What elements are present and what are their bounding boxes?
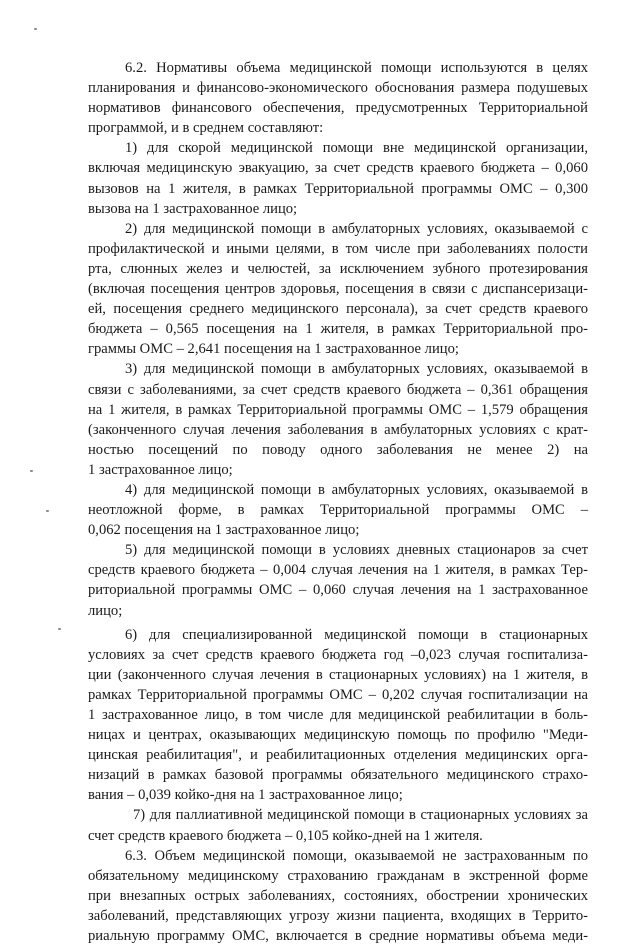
text-line: лицо; [88,602,123,619]
text-line: неотложной форме, в рамках Территориальной программы ОМС – [88,502,588,519]
text-line: риториальной программы ОМС – 0,060 случая лечения на 1 застрахованное [88,582,588,599]
list-item-7 [88,805,588,845]
text-line: условиях за счет средств краевого бюджета год –0,023 случая госпитализа- [88,646,588,663]
list-item-1 [88,138,588,218]
text-line: связи с заболеваниями, за счет средств краевого бюджета – 0,361 обращения [88,381,588,398]
text-line: цинская реабилитация", и реабилитационных отделения медицинских орга- [88,747,588,764]
text-line: 2) для медицинской помощи в амбулаторных условиях, оказываемой с [125,220,588,237]
text-line: 1 застрахованное лицо; [88,461,233,478]
list-item-2 [88,219,588,360]
text-line: ции (законченного случая лечения в стационарных условиях) на 1 жителя, в [88,666,588,683]
text-line: обязательному медицинскому страхованию гражданам в экстренной форме [88,867,588,884]
scan-speck [58,628,61,630]
text-line: 6.3. Объем медицинской помощи, оказываемой не застрахованным по [125,847,588,864]
text-line: на 1 жителя, в рамках Территориальной программы ОМС – 1,579 обращения [88,401,588,418]
text-line: бюджета – 0,565 посещения на 1 жителя, в рамках Территориальной про- [88,321,588,338]
text-line: ностью посещений по поводу одного заболевания не менее 2) на [88,441,588,458]
text-line: 4) для медицинской помощи в амбулаторных условиях, оказываемой в [125,481,588,498]
text-line: счет средств краевого бюджета – 0,105 койко-дней на 1 жителя. [88,827,483,844]
text-line: (законченного случая лечения заболевания в амбулаторных условиях с крат- [88,421,588,438]
text-line: риальную программу ОМС, включается в средние нормативы объема меди- [88,928,588,945]
scan-speck [34,28,37,30]
text-line: при внезапных острых заболеваниях, состояниях, обострении хронических [88,887,588,904]
text-line: 6.2. Нормативы объема медицинской помощи используются в целях [125,60,588,76]
list-item-5 [88,540,588,620]
text-line: включая медицинскую эвакуацию, за счет средств краевого бюджета – 0,060 [88,160,588,177]
text-line: вызовов на 1 жителя, в рамках Территориальной программы ОМС – 0,300 [88,180,588,197]
text-line: 5) для медицинской помощи в условиях дневных стационаров за счет [125,542,588,559]
text-line: ей, посещения среднего медицинского персонала), за счет средств краевого [88,301,588,318]
text-line: 1 застрахованное лицо, в том числе для медицинской реабилитации в боль- [88,707,588,723]
text-line: (включая посещения центров здоровья, посещения в связи с диспансеризаци- [88,281,588,298]
list-item-4 [88,480,588,540]
list-item-6 [88,625,588,806]
text-line: 7) для паллиативной медицинской помощи в стационарных условиях за [133,807,588,824]
text-line: средств краевого бюджета – 0,004 случая лечения на 1 жителя, в рамках Тер- [88,562,588,579]
scan-speck [30,470,33,472]
paragraph-6-2 [88,58,588,138]
text-line: 3) для медицинской помощи в амбулаторных условиях, оказываемой в [125,361,588,378]
text-line: заболеваний, представляющих угрозу жизни пациента, входящих в Террито- [88,907,588,924]
text-line: вызова на 1 застрахованное лицо; [88,200,298,217]
text-line: 6) для специализированной медицинской помощи в стационарных [125,626,588,643]
text-line: рта, слюнных желез и челюстей, за исключением зубного протезирования [88,260,588,277]
text-line: низаций в рамках базовой программы обязательного медицинского страхо- [88,767,588,784]
list-item-3 [88,359,588,480]
text-line: программой, и в среднем составляют: [88,120,324,137]
text-line: ницах и центрах, оказывающих медицинскую помощь по профилю "Меди- [88,727,588,744]
scan-speck [46,510,49,512]
text-line: вания – 0,039 койко-дня на 1 застрахованное лицо; [88,787,403,804]
text-line: 1) для скорой медицинской помощи вне медицинской организации, [125,140,588,157]
paragraph-6-3 [88,846,588,946]
text-line: планирования и финансово-экономического обоснования размера подушевых [88,80,588,97]
text-line: граммы ОМС – 2,641 посещения на 1 застрахованное лицо; [88,341,459,358]
text-line: рамках Территориальной программы ОМС – 0,202 случая госпитализации на [88,686,588,703]
text-line: профилактической и иными целями, в том числе при заболеваниях полости [88,240,588,257]
text-line: 0,062 посещения на 1 застрахованное лицо; [88,522,360,539]
document-body [88,58,588,946]
text-line: нормативов финансового обеспечения, предусмотренных Территориальной [88,100,588,117]
